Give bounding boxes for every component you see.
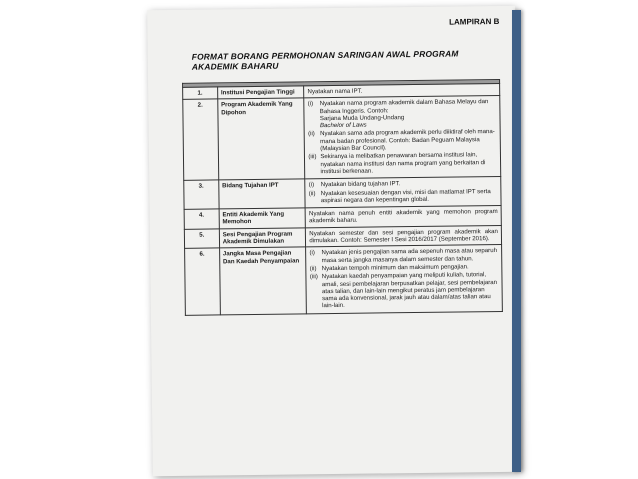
point-numeral: (ii) <box>308 130 315 138</box>
document-page <box>147 6 521 476</box>
row-number: 6. <box>185 248 221 315</box>
row-item-label: Entiti Akademik Yang Memohon <box>219 208 306 229</box>
point-main-text: Nyatakan sama ada program akademik perlu diiktiraf oleh mana-mana badan profesional. Contoh: Badan Peguam Malaysia (Malaysian Bar Council). <box>320 128 495 153</box>
point-numeral: (iii) <box>309 273 318 281</box>
point-text <box>320 128 497 152</box>
point-main-text: Nyatakan kaedah penyampaian yang meliputi kuliah, tutorial, amali, sesi pembelajaran berpusatkan pelajar, sesi pembelajaran atas talian, dan lain-lain mengikut peratus jam pembelajaran sama ada konvensional, jarak jauh atau dalam/atas talian atau lain-lain. <box>321 271 498 310</box>
row-description <box>305 177 501 208</box>
binder-edge <box>512 10 521 472</box>
form-row <box>184 177 501 210</box>
description-point <box>310 271 499 310</box>
point-text <box>322 271 499 310</box>
example-line: Bachelor of Laws <box>319 121 367 130</box>
row-description <box>304 96 501 179</box>
point-text <box>321 188 498 205</box>
row-description <box>306 245 502 314</box>
description-point <box>309 188 498 205</box>
row-description <box>306 225 502 247</box>
point-numeral: (i) <box>308 181 315 189</box>
example-line: Sarjana Muda Undang-Undang <box>319 114 405 123</box>
point-main-text: Nyatakan bidang tujahan IPT. <box>320 180 401 189</box>
point-numeral: (iii) <box>308 153 317 161</box>
point-main-text: Nyatakan kesesuaian dengan visi, misi dan matlamat IPT serta aspirasi negara dan kepentingan global. <box>320 187 491 205</box>
description-text: Nyatakan nama penuh entiti akademik yang memohon program akademik baharu. <box>308 208 498 225</box>
description-point <box>309 247 498 264</box>
point-main-text: Nyatakan tempoh minimum dan maksimum pengajian. <box>321 263 469 273</box>
point-text <box>321 247 498 264</box>
point-main-text: Nyatakan nama program akademik dalam Bahasa Melayu dan Bahasa Inggeris. Contoh: <box>319 98 489 115</box>
row-number: 5. <box>184 229 219 249</box>
point-numeral: (ii) <box>309 265 317 273</box>
description-point <box>308 151 497 175</box>
row-number: 4. <box>184 209 219 229</box>
form-row <box>183 96 501 181</box>
point-main-text: Nyatakan jenis pengajian sama ada sepenuh masa atau separuh masa serta jangka masanya dalam semester dan tahun. <box>321 247 498 264</box>
point-numeral: (i) <box>307 100 314 108</box>
row-number: 1. <box>183 87 218 100</box>
form-row <box>185 245 503 315</box>
application-form-table <box>182 79 503 316</box>
point-text <box>320 98 497 129</box>
description-text: Nyatakan nama IPT. <box>307 87 363 96</box>
description-point <box>308 98 497 129</box>
row-description <box>305 206 501 228</box>
appendix-label: LAMPIRAN B <box>449 16 500 27</box>
row-item-label: Sesi Pengajian Program Akademik Dimulakan <box>219 228 306 249</box>
row-item-label: Institusi Pengajian Tinggi <box>217 86 304 99</box>
point-text <box>320 151 497 175</box>
row-number: 2. <box>183 99 219 180</box>
row-item-label: Bidang Tujahan IPT <box>219 179 306 209</box>
point-numeral: (ii) <box>308 189 316 197</box>
description-text: Nyatakan semester dan sesi pengajian program akademik akan dimulakan. Contoh: Semester I Sesi 2016/2017 (September 2016). <box>309 227 498 245</box>
row-number: 3. <box>184 180 219 209</box>
description-point <box>308 128 497 152</box>
document-title: FORMAT BORANG PERMOHONAN SARINGAN AWAL PROGRAM AKADEMIK BAHARU <box>191 48 459 72</box>
row-item-label: Jangka Masa Pengajian Dan Kaedah Penyampaian <box>219 247 306 314</box>
point-main-text: Sekiranya ia melibatkan penawaran bersama institusi lain, nyatakan nama institusi dan nama program yang berkaitan di institusi berkenaan. <box>320 151 486 176</box>
row-item-label: Program Akademik Yang Dipohon <box>218 98 306 180</box>
point-numeral: (i) <box>309 249 315 257</box>
